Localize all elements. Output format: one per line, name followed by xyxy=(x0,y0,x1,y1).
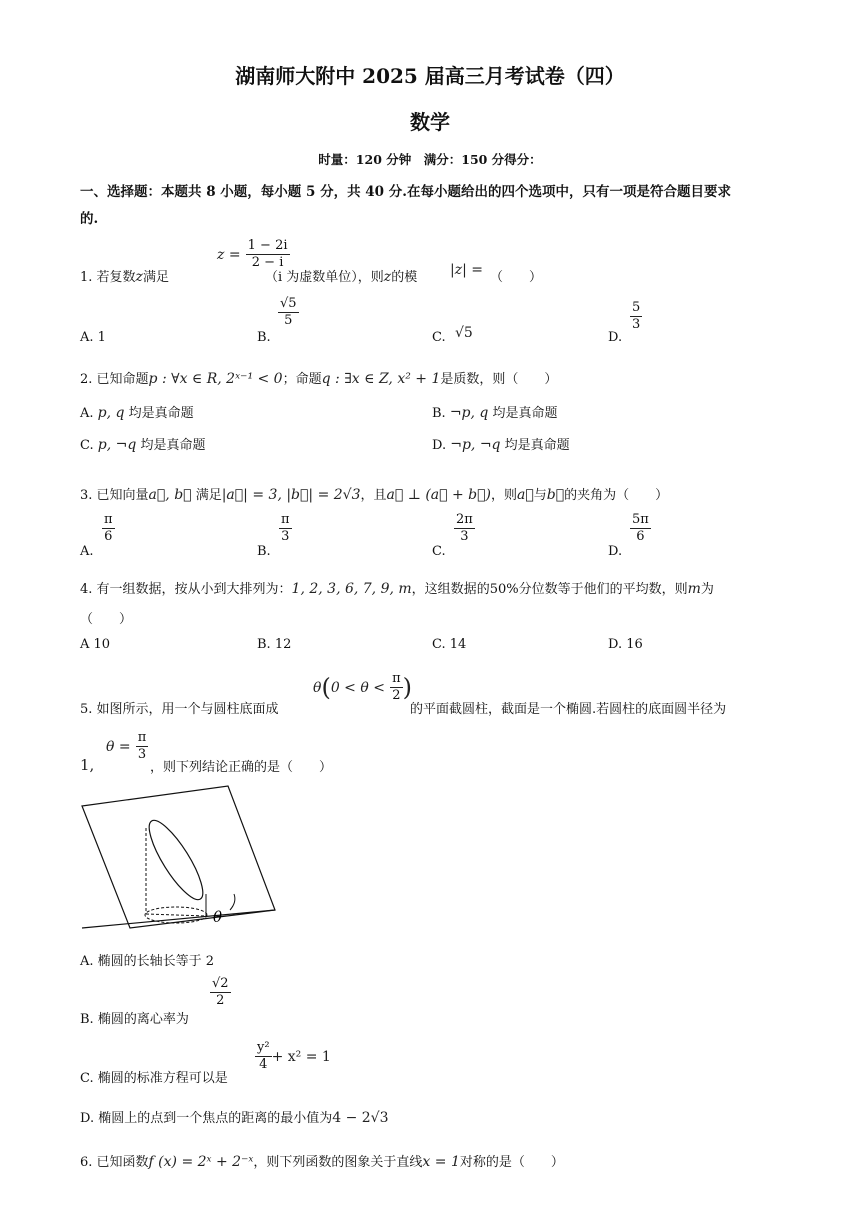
q5-option-d: D. 椭圆上的点到一个焦点的距离的最小值为4 − 2√3 xyxy=(80,1110,389,1126)
q4-option-d: D. 16 xyxy=(608,637,643,652)
q3-option-b: $\frac{\pi}{3}$ xyxy=(281,512,290,544)
q4-blank: （ ） xyxy=(80,612,133,627)
q5-option-c: C. 椭圆的标准方程可以是 xyxy=(80,1071,228,1086)
q5-stem-tail: 的平面截圆柱，截面是一个椭圆.若圆柱的底面圆半径为 xyxy=(410,702,727,717)
q2-stem: 2. 已知命题p : ∀x ∈ R, 2ˣ⁻¹ < 0；命题q : ∃x ∈ Z, x² + 1是质数，则（ ） xyxy=(80,371,558,387)
q5-option-a: A. 椭圆的长轴长等于 2 xyxy=(80,954,215,969)
exam-title: 湖南师大附中 2025 届高三月考试卷（四） xyxy=(235,64,625,88)
q1-option-b: $\frac{√5}{5}$ xyxy=(280,296,297,328)
q3-option-a: $\frac{\pi}{6}$ xyxy=(104,512,113,544)
q3-option-c: $\frac{2\pi}{3}$ xyxy=(456,512,473,544)
q3-option-c-label: C. xyxy=(432,544,446,559)
q4-option-a: A 10 xyxy=(80,637,111,652)
q3-option-d-label: D. xyxy=(608,544,623,559)
q3-option-a-label: A. xyxy=(80,544,94,559)
q5-radius: 1, xyxy=(80,756,95,774)
q2-option-b: B. ¬p, q 均是真命题 xyxy=(432,405,558,421)
q1-equation: z = $\frac{1 - 2i}{2 - i}$ xyxy=(217,238,288,270)
q1-modulus: |z| = xyxy=(450,262,483,278)
q5-prefix: 5. 如图所示，用一个与圆柱底面成 xyxy=(80,702,279,717)
q1-option-c: √5 xyxy=(455,325,473,341)
q1-option-d: $\frac{5}{3}$ xyxy=(632,300,641,332)
q6-stem: 6. 已知函数f (x) = 2ˣ + 2⁻ˣ，则下列函数的图象关于直线x = 1对称的是（ ） xyxy=(80,1154,564,1170)
q5-option-c-value: $\frac{\text{y²}}{4}$ + x² = 1 xyxy=(257,1040,331,1072)
q3-stem: 3. 已知向量a⃗, b⃗ 满足|a⃗| = 3, |b⃗| = 2√3，且a⃗ ⊥ (a⃗ + b⃗)，则a⃗与b⃗的夹角为（ ） xyxy=(80,487,669,503)
q1-option-d-label: D. xyxy=(608,330,623,345)
q5-option-b-value: $\frac{√2}{2}$ xyxy=(212,976,229,1008)
q1-blank: （ ） xyxy=(490,270,543,285)
theta-label: θ xyxy=(213,908,223,926)
q2-option-a: A. p, q 均是真命题 xyxy=(80,405,194,421)
q1-option-b-label: B. xyxy=(257,330,271,345)
q1-option-a: A. 1 xyxy=(80,330,106,345)
section-heading: 一、选择题：本题共 8 小题，每小题 5 分，共 40 分.在每小题给出的四个选项中，只有一项是符合题目要求 xyxy=(80,184,731,200)
exam-meta: 时量：120 分钟 满分：150 分得分： xyxy=(318,152,542,167)
q4-option-b: B. 12 xyxy=(257,637,292,652)
cylinder-figure xyxy=(80,782,280,942)
q2-option-d: D. ¬p, ¬q 均是真命题 xyxy=(432,437,570,453)
q2-option-c: C. p, ¬q 均是真命题 xyxy=(80,437,206,453)
q3-option-b-label: B. xyxy=(257,544,271,559)
q5-theta-value: θ = $\frac{\pi}{3}$ xyxy=(106,730,147,762)
q5-option-b: B. 椭圆的离心率为 xyxy=(80,1012,189,1027)
q3-option-d: $\frac{5\pi}{6}$ xyxy=(632,512,649,544)
q1-option-c-label: C. xyxy=(432,330,446,345)
q4-stem: 4. 有一组数据，按从小到大排列为：1, 2, 3, 6, 7, 9, m，这组数据的50%分位数等于他们的平均数，则m为 xyxy=(80,581,714,597)
q1-prefix: 1. 若复数z满足 xyxy=(80,269,169,285)
section-heading-cont: 的. xyxy=(80,211,99,227)
q1-text: （i 为虚数单位），则z的模 xyxy=(265,269,418,285)
q4-option-c: C. 14 xyxy=(432,637,467,652)
q5-condition: θ(0 < θ < $\frac{\pi}{2}$ ) xyxy=(313,671,412,703)
subject-title: 数学 xyxy=(410,110,450,134)
q5-stem-line2: ，则下列结论正确的是（ ） xyxy=(150,760,333,775)
